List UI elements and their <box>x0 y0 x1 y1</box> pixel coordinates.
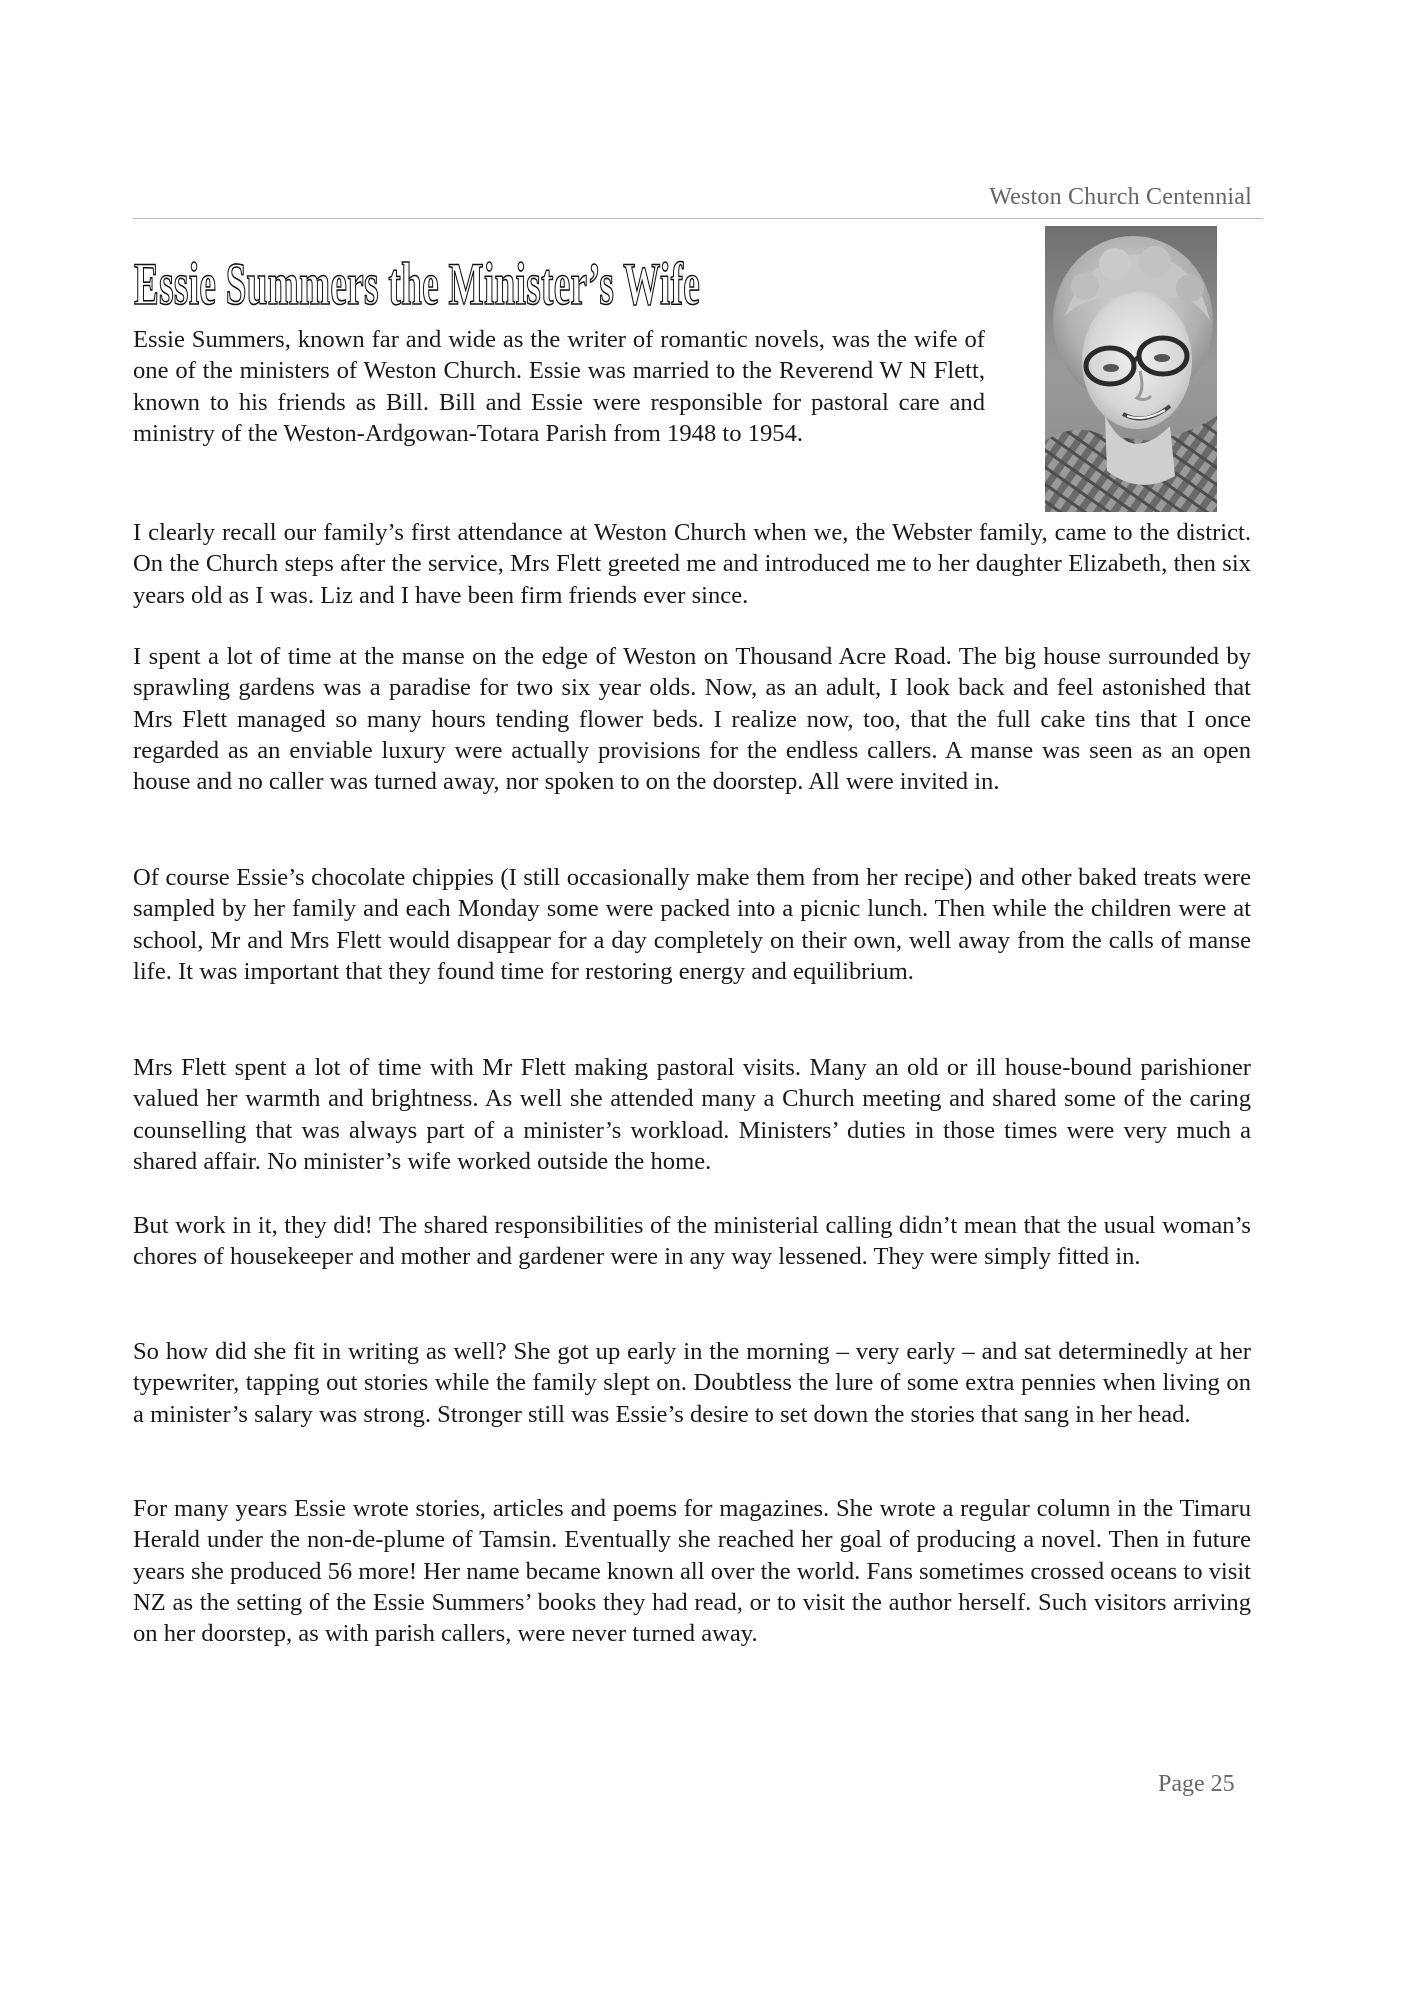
paragraph-first-attendance: I clearly recall our family’s first attendance at Weston Church when we, the Webster family, came to the district. On the Church steps after the service, Mrs Flett greeted me and introduced me to her daughter Elizabeth, then six years old as I was. Liz and I have been firm friends ever since. <box>133 519 1251 609</box>
paragraph-writing: So how did she fit in writing as well? She got up early in the morning – very early – and sat determinedly at her typewriter, tapping out stories while the family slept on. Doubtless the lure of some extra pennies when living on a minister’s salary was strong. Stronger still was Essie’s desire to set down the stories that sang in her head. <box>133 1338 1251 1428</box>
article-title: Essie Summers the Minister’s Wife <box>134 251 701 317</box>
header-rule <box>133 218 1263 219</box>
paragraph-work-in-it: But work in it, they did! The shared responsibilities of the ministerial calling didn’t mean that the usual woman’s chores of housekeeper and mother and gardener were in any way lessened. They were simply fitted in. <box>133 1212 1251 1271</box>
running-header: Weston Church Centennial <box>989 184 1252 210</box>
page-number: Page 25 <box>1158 1771 1235 1797</box>
portrait-photo <box>1045 226 1217 512</box>
portrait-image <box>1045 226 1217 512</box>
paragraph-intro: Essie Summers, known far and wide as the writer of romantic novels, was the wife of one of the ministers of Weston Church. Essie was married to the Reverend W N Flett, known to his friends as Bill. Bill and Essie were responsible for pastoral care and ministry of the Weston-Ardgowan-Totara Parish from 1948 to 1954. <box>133 326 985 447</box>
paragraph-career: For many years Essie wrote stories, articles and poems for magazines. She wrote a regular column in the Timaru Herald under the non-de-plume of Tamsin. Eventually she reached her goal of producing a novel. Then in future years she produced 56 more! Her name became known all over the world. Fans sometimes crossed oceans to visit NZ as the setting of the Essie Summers’ books they had read, or to visit the author herself. Such visitors arriving on her doorstep, as with parish callers, were never turned away. <box>133 1495 1252 1648</box>
paragraph-chocolate-chippies: Of course Essie’s chocolate chippies (I still occasionally make them from her recipe) and other baked treats were sampled by her family and each Monday some were packed into a picnic lunch. Then while the children were at school, Mr and Mrs Flett would disappear for a day completely on their own, well away from the calls of manse life. It was important that they found time for restoring energy and equilibrium. <box>133 864 1251 985</box>
paragraph-pastoral-visits: Mrs Flett spent a lot of time with Mr Flett making pastoral visits. Many an old or ill house-bound parishioner valued her warmth and brightness. As well she attended many a Church meeting and shared some of the caring counselling that was always part of a minister’s workload. Ministers’ duties in those times were very much a shared affair. No minister’s wife worked outside the home. <box>133 1054 1251 1175</box>
paragraph-manse: I spent a lot of time at the manse on the edge of Weston on Thousand Acre Road. The big house surrounded by sprawling gardens was a paradise for two six year olds. Now, as an adult, I look back and feel astonished that Mrs Flett managed so many hours tending flower beds. I realize now, too, that the full cake tins that I once regarded as an enviable luxury were actually provisions for the endless callers. A manse was seen as an open house and no caller was turned away, nor spoken to on the doorstep. All were invited in. <box>133 643 1251 796</box>
